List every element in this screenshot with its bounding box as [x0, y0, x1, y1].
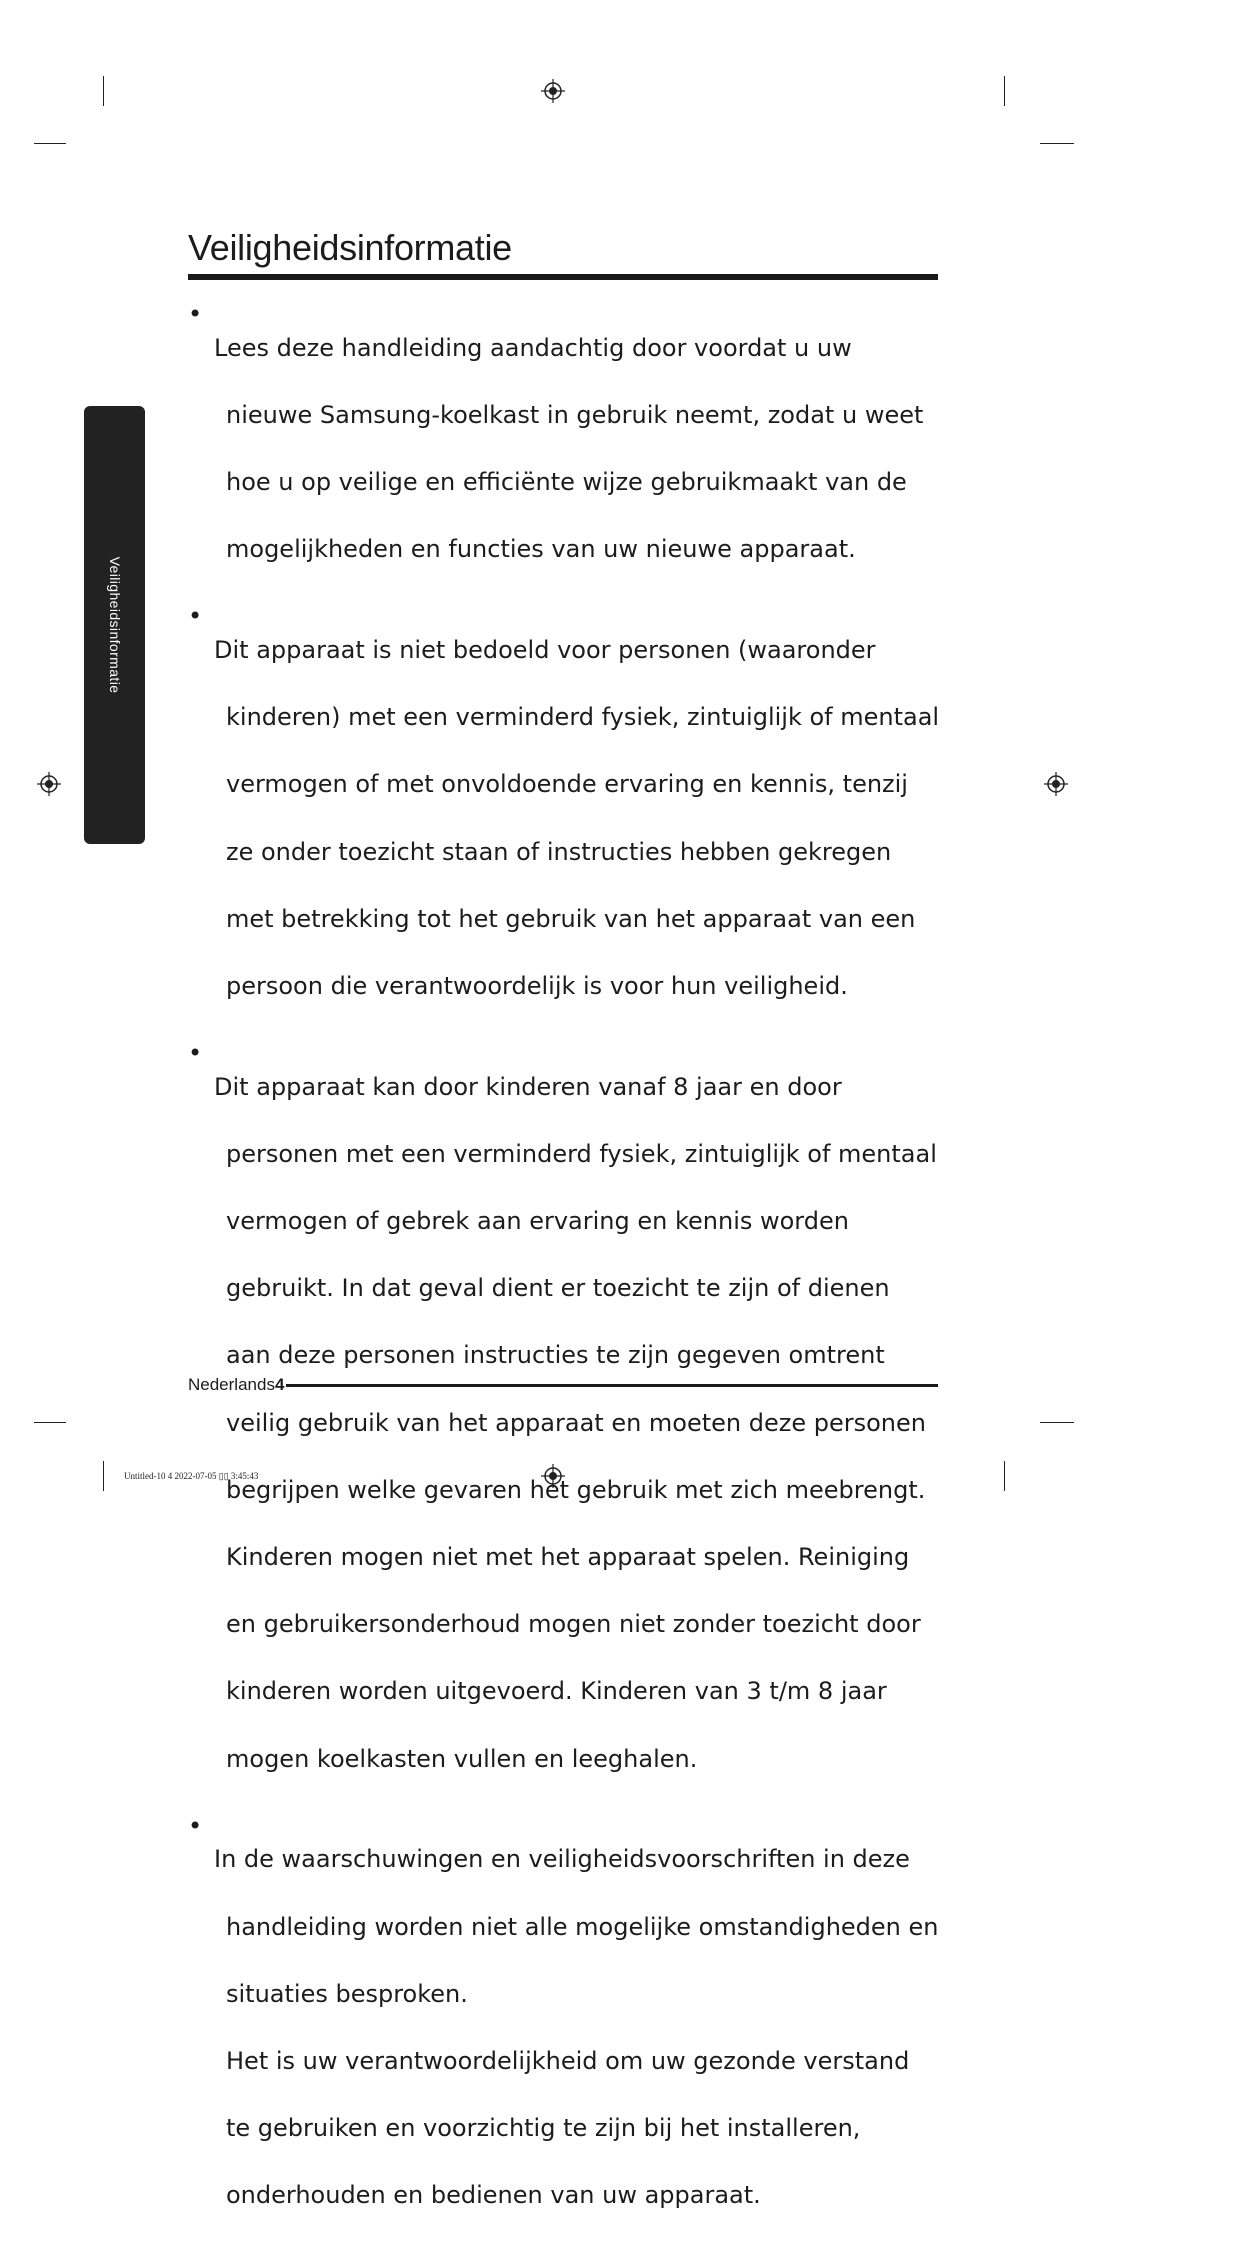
bullet-line: Lees deze handleiding aandachtig door voordat u uw — [214, 333, 852, 362]
bullet-line: begrijpen welke gevaren het gebruik met zich meebrengt. — [226, 1475, 926, 1504]
registration-target-icon — [37, 772, 61, 796]
bullet-symbol: • — [188, 1039, 203, 1068]
crop-mark-left-top — [34, 143, 66, 144]
bullet-line: Het is uw verantwoordelijkheid om uw gezonde verstand — [226, 2046, 910, 2075]
bullet-item — [188, 298, 948, 600]
bullet-line: veilig gebruik van het apparaat en moeten deze personen — [226, 1408, 926, 1437]
bullet-line: In de waarschuwingen en veiligheidsvoorschriften in deze — [214, 1845, 910, 1874]
bullet-line: hoe u op veilige en efficiënte wijze gebruikmaakt van de — [226, 467, 907, 496]
bullet-line: kinderen worden uitgevoerd. Kinderen van 3 t/m 8 jaar — [226, 1677, 887, 1706]
bullet-line: kinderen) met een verminderd fysiek, zintuiglijk of mentaal — [226, 703, 940, 732]
bullet-line: Kinderen mogen niet met het apparaat spelen. Reiniging — [226, 1542, 910, 1571]
page-number: 4 — [274, 1375, 285, 1394]
crop-mark-bottom-left — [103, 1461, 104, 1491]
bullet-line: en gebruikersonderhoud mogen niet zonder toezicht door — [226, 1610, 921, 1639]
title-underline — [188, 274, 938, 280]
bullet-line: ze onder toezicht staan of instructies hebben gekregen — [226, 837, 892, 866]
bullet-line: met betrekking tot het gebruik van het apparaat van een — [226, 904, 916, 933]
bullet-line: vermogen of gebrek aan ervaring en kennis worden — [226, 1207, 849, 1236]
bullet-line: mogen koelkasten vullen en leeghalen. — [226, 1744, 698, 1773]
bullet-line: situaties besproken. — [226, 1979, 468, 2008]
bullet-line: gebruikt. In dat geval dient er toezicht te zijn of dienen — [226, 1274, 890, 1303]
bullet-line: onderhouden en bedienen van uw apparaat. — [226, 2181, 761, 2210]
footer-language: Nederlands — [188, 1375, 275, 1394]
bullet-line: personen met een verminderd fysiek, zintuiglijk of mentaal — [226, 1139, 937, 1168]
registration-target-icon — [1044, 772, 1068, 796]
crop-mark-top-left — [103, 76, 104, 106]
bullet-line: aan deze personen instructies te zijn gegeven omtrent — [226, 1341, 885, 1370]
crop-mark-right-bottom — [1040, 1422, 1074, 1423]
side-section-tab — [84, 406, 145, 844]
bullet-symbol: • — [188, 300, 203, 328]
page-footer — [188, 1372, 284, 1398]
safety-bullet-list — [188, 298, 948, 2246]
bullet-line: te gebruiken en voorzichtig te zijn bij het installeren, — [226, 2114, 861, 2143]
print-slug: Untitled-10 4 2022-07-05 ▯▯ 3:45:43 — [124, 1471, 259, 1481]
crop-mark-right-top — [1040, 143, 1074, 144]
bullet-line: handleiding worden niet alle mogelijke omstandigheden en — [226, 1912, 939, 1941]
registration-target-icon — [541, 79, 565, 103]
crop-mark-top-right — [1004, 76, 1005, 106]
side-tab-label: Veiligheidsinformatie — [106, 556, 123, 694]
footer-rule — [286, 1384, 938, 1387]
bullet-line: mogelijkheden en functies van uw nieuwe apparaat. — [226, 535, 856, 564]
bullet-item — [188, 1037, 948, 1810]
crop-mark-bottom-right — [1004, 1461, 1005, 1491]
bullet-item — [188, 600, 948, 1037]
crop-mark-left-bottom — [34, 1422, 66, 1423]
bullet-symbol: • — [188, 602, 203, 631]
bullet-symbol: • — [188, 1811, 203, 1840]
bullet-item — [188, 1810, 948, 2246]
bullet-line: vermogen of met onvoldoende ervaring en kennis, tenzij — [226, 770, 908, 799]
bullet-line: Dit apparaat kan door kinderen vanaf 8 jaar en door — [214, 1072, 842, 1101]
bullet-line: persoon die verantwoordelijk is voor hun veiligheid. — [226, 971, 848, 1000]
bullet-line: nieuwe Samsung-koelkast in gebruik neemt, zodat u weet — [226, 400, 924, 429]
bullet-line: Dit apparaat is niet bedoeld voor personen (waaronder — [214, 635, 876, 664]
page-title: Veiligheidsinformatie — [188, 227, 512, 268]
